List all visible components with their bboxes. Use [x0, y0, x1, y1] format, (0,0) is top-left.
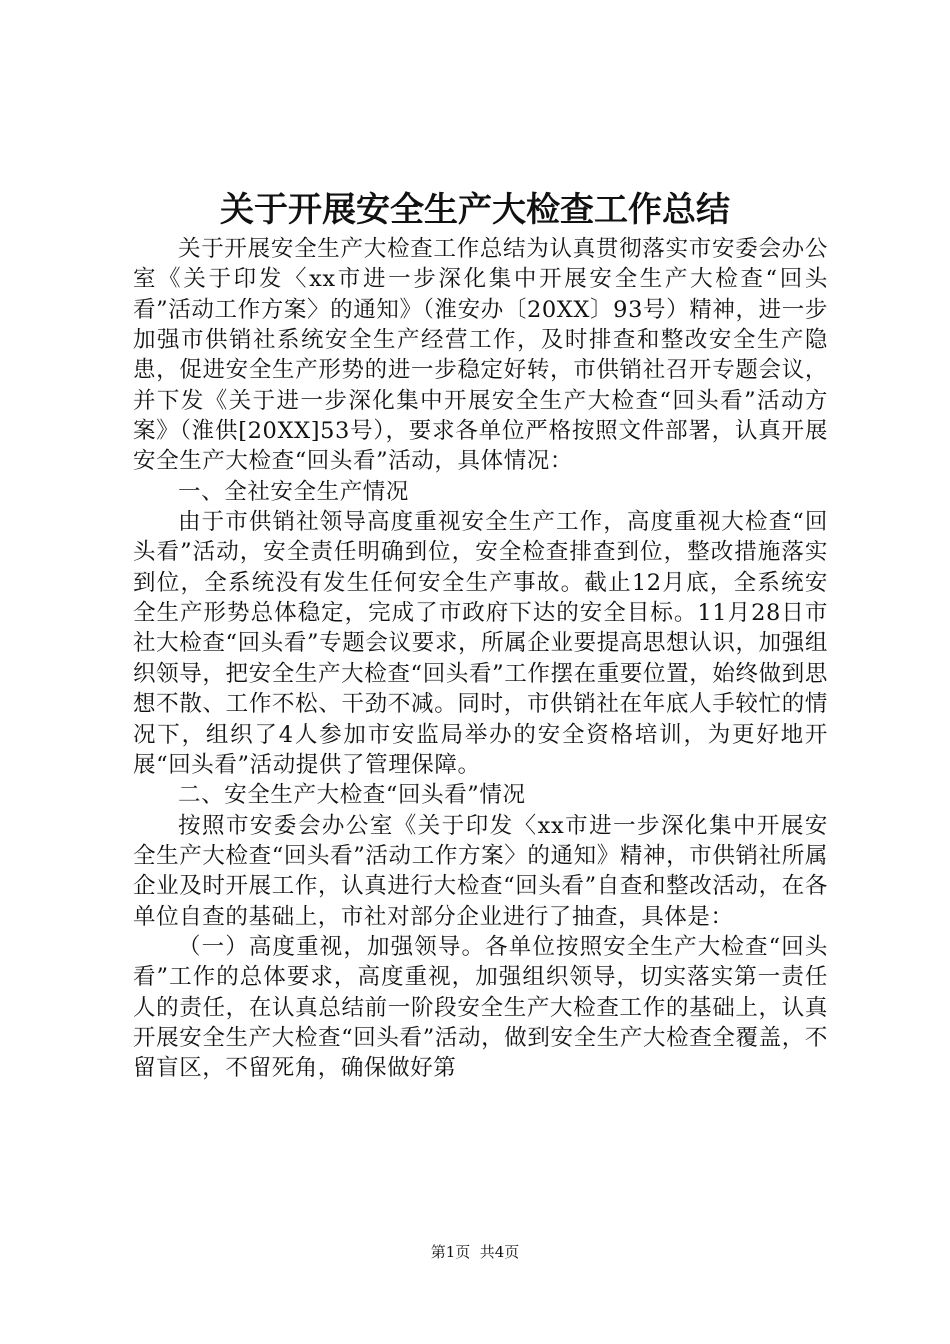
paragraph-subsection-1: （一）高度重视，加强领导。各单位按照安全生产大检查“回头看”工作的总体要求，高度重视，加强组织领导，切实落实第一责任人的责任，在认真总结前一阶段安全生产大检查工作的基础上，认真开展安全生产大检查“回头看”活动，做到安全生产大检查全覆盖，不留盲区，不留死角，确保做好第 [133, 933, 828, 1082]
section-heading-2: 二、安全生产大检查“回头看”情况 [178, 782, 526, 809]
paragraph-intro: 关于开展安全生产大检查工作总结为认真贯彻落实市安委会办公室《关于印发〈xx市进一步深化集中开展安全生产大检查“回头看”活动工作方案〉的通知》（淮安办〔20XX〕93号）精神，进一步加强市供销社系统安全生产经营工作，及时排查和整改安全生产隐患，促进安全生产形势的进一步稳定好转，市供销社召开专题会议，并下发《关于进一步深化集中开展安全生产大检查“回头看”活动方案》（淮供[20XX]53号），要求各单位严格按照文件部署，认真开展安全生产大检查“回头看”活动，具体情况： [133, 236, 828, 475]
page-footer [0, 1242, 950, 1262]
section-heading-1: 一、全社安全生产情况 [178, 478, 410, 505]
page-number-label: 第1页 共4页 [430, 1243, 520, 1261]
document-body [133, 234, 828, 1084]
paragraph-section-1: 由于市供销社领导高度重视安全生产工作，高度重视大检查“回头看”活动，安全责任明确到位，安全检查排查到位，整改措施落实到位，全系统没有发生任何安全生产事故。截止12月底，全系统安全生产形势总体稳定，完成了市政府下达的安全目标。11月28日市社大检查“回头看”专题会议要求，所属企业要提高思想认识，加强组织领导，把安全生产大检查“回头看”工作摆在重要位置，始终做到思想不散、工作不松、干劲不减。同时，市供销社在年底人手较忙的情况下，组织了4人参加市安监局举办的安全资格培训，为更好地开展“回头看”活动提供了管理保障。 [133, 509, 828, 778]
paragraph-section-2: 按照市安委会办公室《关于印发〈xx市进一步深化集中开展安全生产大检查“回头看”活动工作方案〉的通知》精神，市供销社所属企业及时开展工作，认真进行大检查“回头看”自查和整改活动，在各单位自查的基础上，市社对部分企业进行了抽查，具体是： [133, 812, 828, 930]
document-title: 关于开展安全生产大检查工作总结 [220, 190, 730, 230]
